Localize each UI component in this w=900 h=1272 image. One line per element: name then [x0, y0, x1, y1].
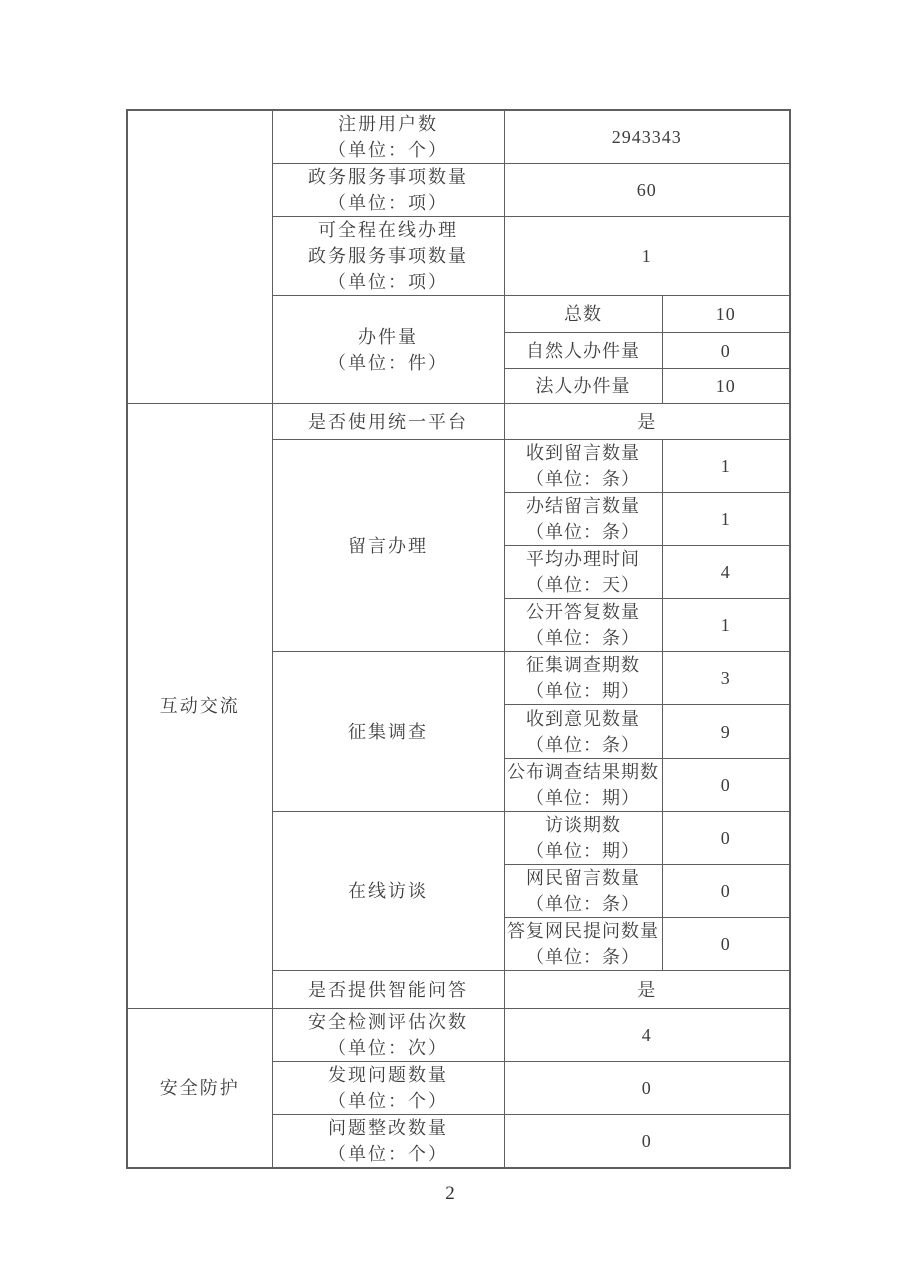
sub-label-cell: 法人办件量 [504, 369, 662, 404]
value-cell: 0 [662, 812, 790, 865]
value-cell: 9 [662, 705, 790, 759]
sub-label: 收到意见数量 [526, 708, 640, 729]
group-cell-case-volume [272, 296, 504, 404]
value-cell: 4 [662, 546, 790, 599]
item-label: 发现问题数量 [328, 1065, 448, 1085]
value-cell: 4 [504, 1009, 790, 1062]
category-cell-security: 安全防护 [127, 1009, 272, 1169]
sub-label-cell: 自然人办件量 [504, 333, 662, 369]
row-unified-platform [127, 404, 790, 440]
value-cell: 0 [662, 918, 790, 971]
sub-unit: （单位：条） [526, 734, 640, 755]
row-registered-users [127, 110, 790, 164]
item-label-cell: 是否使用统一平台 [272, 404, 504, 440]
value-cell: 1 [662, 493, 790, 546]
sub-unit: （单位：条） [526, 628, 640, 648]
value-cell: 是 [504, 971, 790, 1009]
sub-label-cell [504, 440, 662, 493]
sub-label: 公开答复数量 [526, 602, 640, 622]
sub-unit: （单位：条） [526, 894, 640, 914]
group-unit: （单位：件） [328, 352, 448, 373]
value-cell: 1 [662, 440, 790, 493]
sub-label: 网民留言数量 [526, 868, 640, 888]
sub-label-cell [504, 865, 662, 918]
item-unit: （单位：项） [328, 193, 448, 213]
item-label-cell [272, 164, 504, 217]
group-label: 办件量 [358, 326, 418, 347]
category-cell-interaction: 互动交流 [127, 404, 272, 1009]
sub-label-cell [504, 705, 662, 759]
item-label-cell [272, 1062, 504, 1115]
sub-label: 办结留言数量 [526, 496, 640, 516]
sub-label-cell [504, 546, 662, 599]
value-cell: 0 [504, 1115, 790, 1169]
item-label-cell [272, 1009, 504, 1062]
sub-unit: （单位：条） [526, 947, 640, 967]
item-label: 可全程在线办理 [318, 220, 458, 240]
sub-unit: （单位：期） [526, 841, 640, 861]
item-unit: （单位：个） [328, 1091, 448, 1111]
group-cell-message-handling: 留言办理 [272, 440, 504, 652]
sub-label-cell [504, 918, 662, 971]
category-cell-blank [127, 110, 272, 404]
sub-label-cell: 总数 [504, 296, 662, 333]
sub-label: 访谈期数 [545, 815, 621, 835]
value-cell: 是 [504, 404, 790, 440]
sub-label-cell [504, 493, 662, 546]
group-cell-interview: 在线访谈 [272, 812, 504, 971]
item-label: 问题整改数量 [328, 1118, 448, 1138]
sub-label-cell [504, 652, 662, 705]
item-label: 政务服务事项数量 [308, 167, 468, 187]
row-security-assessments [127, 1009, 790, 1062]
sub-unit: （单位：天） [526, 575, 640, 595]
value-cell: 0 [662, 333, 790, 369]
item-label-cell [272, 1115, 504, 1169]
item-label: 注册用户数 [338, 114, 438, 134]
sub-label: 收到留言数量 [526, 443, 640, 463]
sub-unit: （单位：条） [526, 522, 640, 542]
sub-unit: （单位：条） [526, 469, 640, 489]
item-label-cell: 是否提供智能问答 [272, 971, 504, 1009]
item-label: 安全检测评估次数 [308, 1012, 468, 1032]
item-label-line2: 政务服务事项数量 [308, 246, 468, 266]
sub-label-cell [504, 599, 662, 652]
sub-label-cell [504, 759, 662, 812]
sub-label: 答复网民提问数量 [507, 921, 659, 941]
item-unit: （单位：次） [328, 1038, 448, 1058]
value-cell: 2943343 [504, 110, 790, 164]
value-cell: 1 [504, 217, 790, 296]
value-cell: 1 [662, 599, 790, 652]
value-cell: 3 [662, 652, 790, 705]
sub-label: 公布调查结果期数 [507, 762, 659, 782]
item-unit: （单位：个） [328, 140, 448, 160]
group-cell-survey: 征集调查 [272, 652, 504, 812]
value-cell: 0 [662, 865, 790, 918]
item-unit: （单位：个） [328, 1144, 448, 1164]
statistics-table [126, 109, 791, 1169]
sub-label: 征集调查期数 [526, 655, 640, 675]
value-cell: 0 [662, 759, 790, 812]
item-unit: （单位：项） [328, 272, 448, 292]
value-cell: 60 [504, 164, 790, 217]
sub-unit: （单位：期） [526, 788, 640, 808]
sub-unit: （单位：期） [526, 681, 640, 701]
value-cell: 10 [662, 296, 790, 333]
value-cell: 0 [504, 1062, 790, 1115]
sub-label-cell [504, 812, 662, 865]
item-label-cell [272, 217, 504, 296]
sub-label: 平均办理时间 [526, 549, 640, 569]
value-cell: 10 [662, 369, 790, 404]
item-label-cell [272, 110, 504, 164]
page-number: 2 [445, 1183, 455, 1204]
